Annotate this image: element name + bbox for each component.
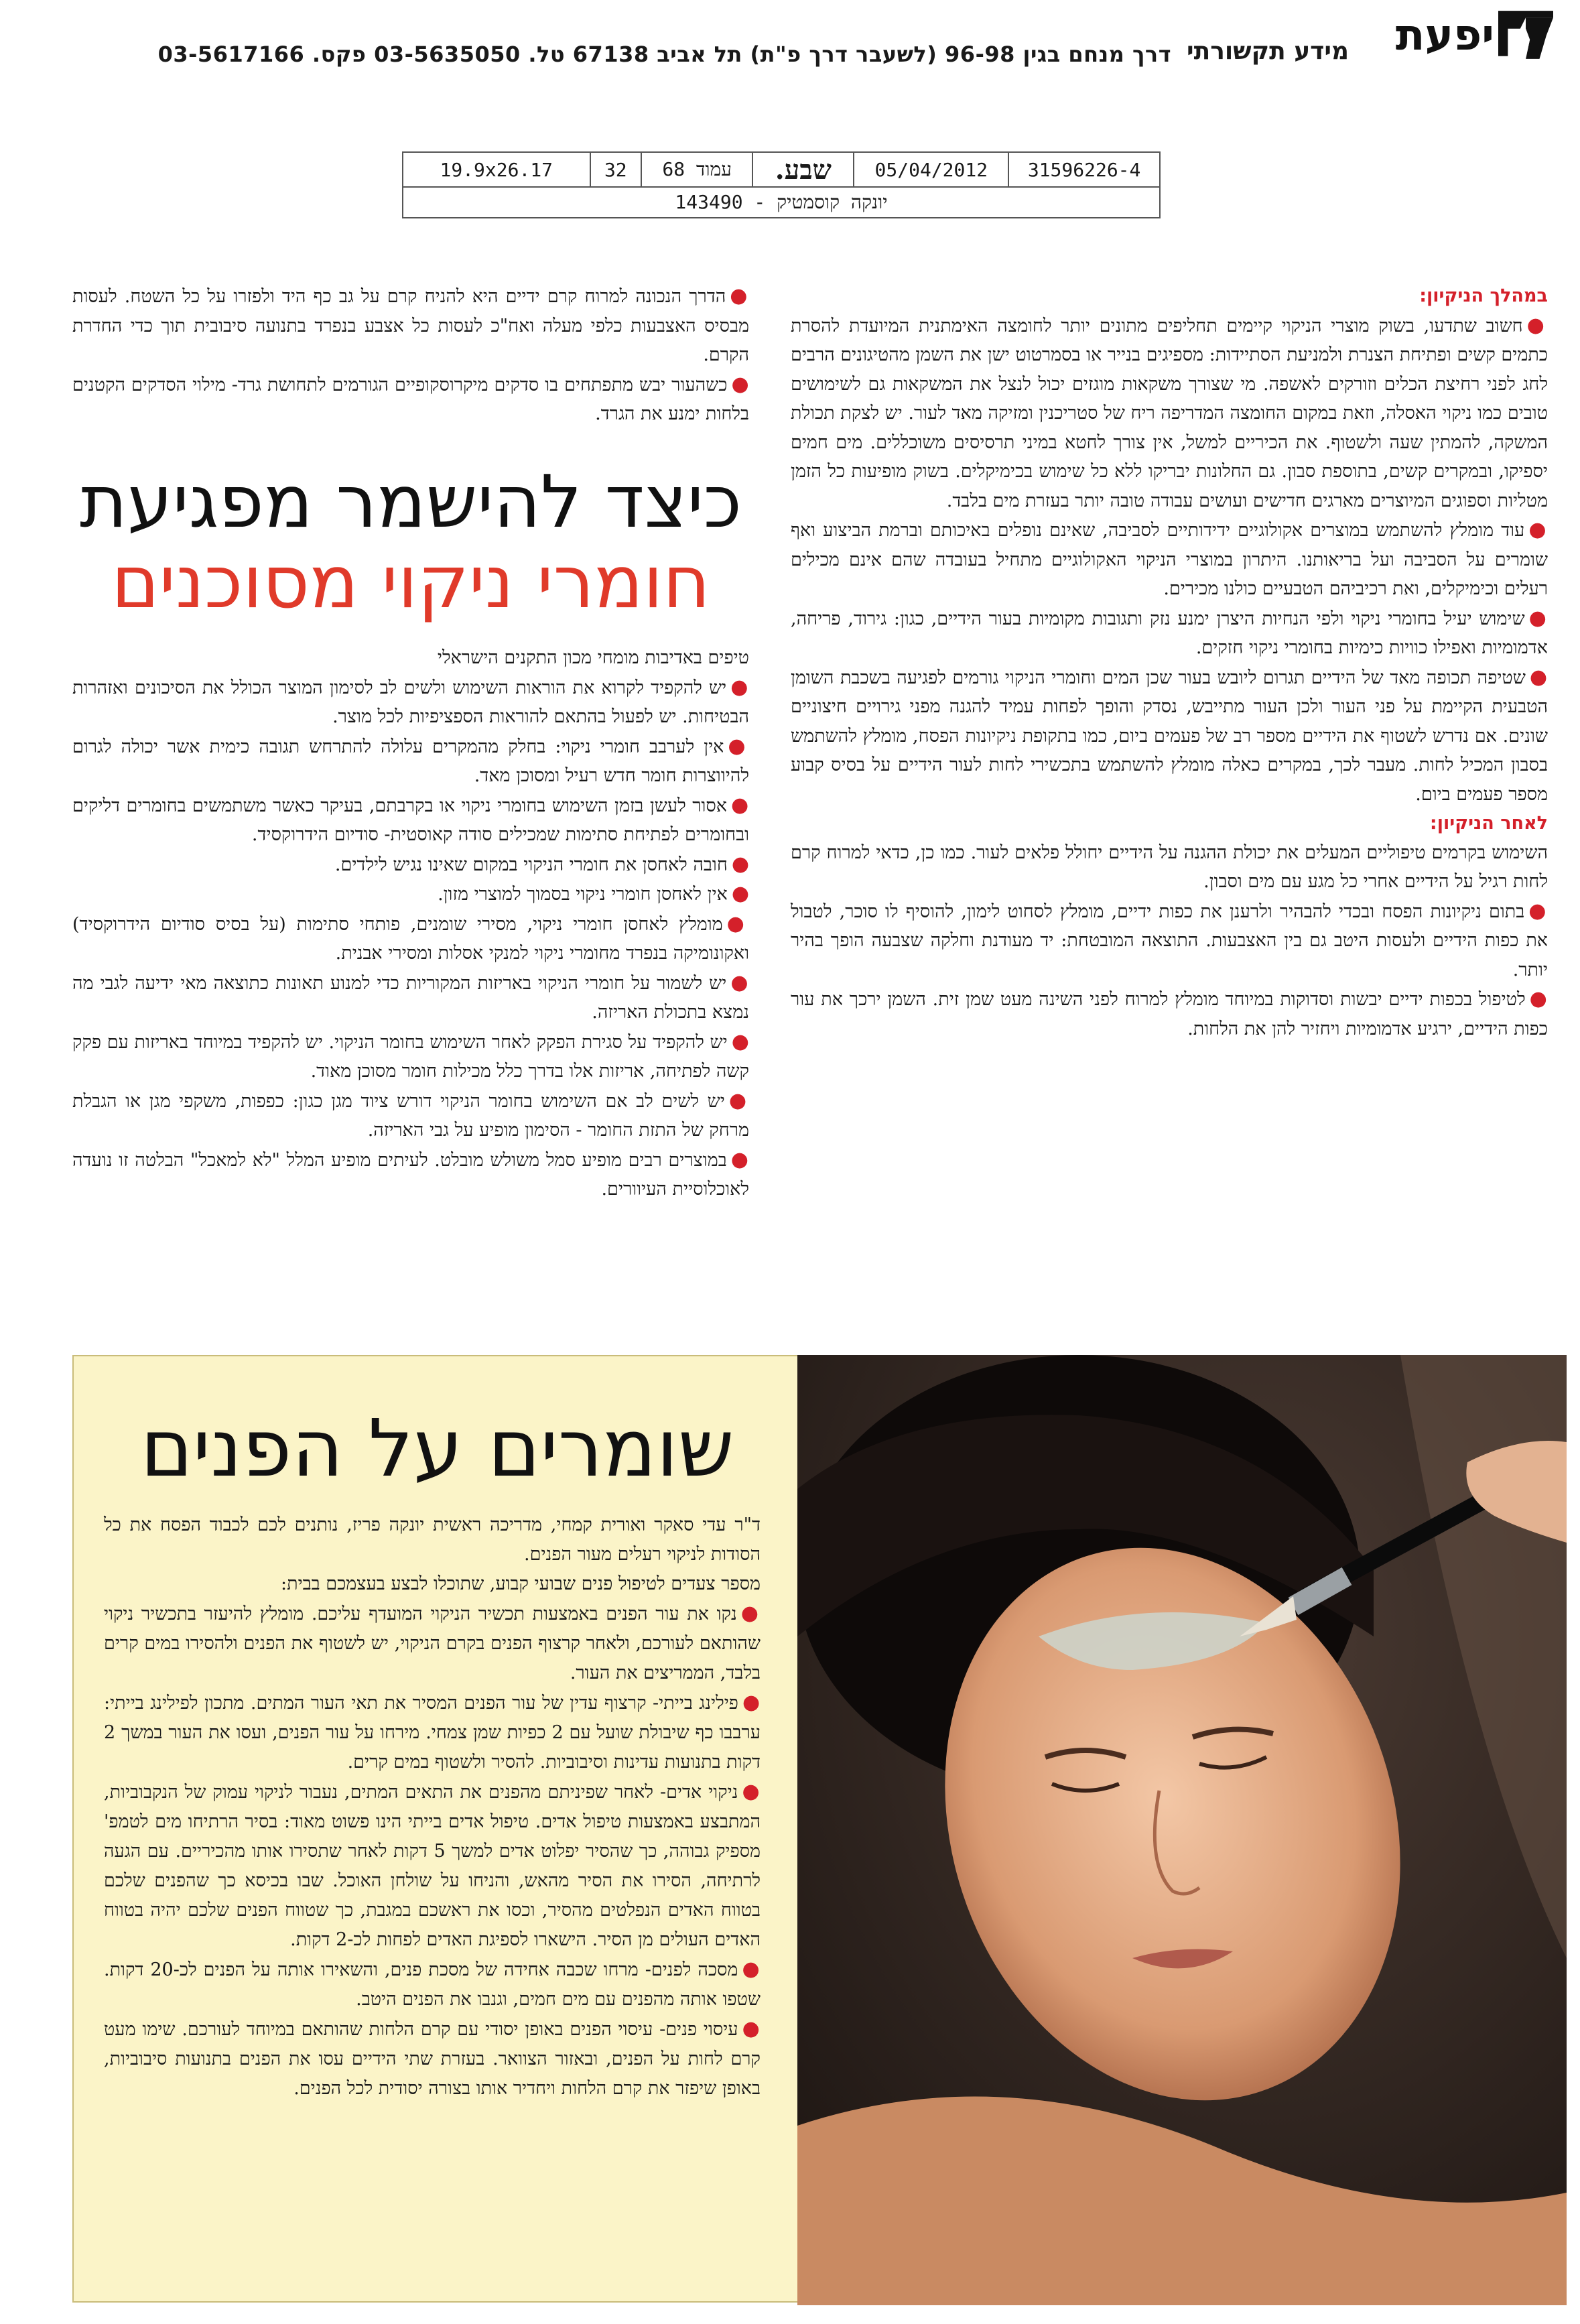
meta-size: 19.9x26.17 [440, 158, 553, 181]
paragraph: ●שימוש יעיל בחומרי ניקוי ולפי הנחיות היצרן ימנע נזק ותגובות מקומיות בעור הידיים, כגון: גירוד, פריחה, אדמומיות ואפילו כוויות כימיות בחומרי ניקוי חזקים. [791, 606, 1548, 658]
brand-tagline: מידע תקשורתי [1187, 38, 1349, 65]
brand-name: יפעת [1395, 11, 1494, 60]
bullet-dot-icon: ● [726, 911, 749, 935]
list-item: ●נקו את עור הפנים באמצעות תכשיר הניקוי המועדף עליכם. מומלץ להיעזר בתכשיר ניקוי שהותאם לעורכם, ולאחר קרצוף הפנים בקרם הניקוי, יש לשטוף את הפנים ולהסירו במים קרים בלבד, הממריצים את העור. [104, 1602, 761, 1683]
bullet-dot-icon: ● [730, 1147, 749, 1171]
list-item: ●חובה לאחסן את חומרי הניקוי במקום שאינו נגיש לילדים. [334, 852, 749, 876]
bullet-dot-icon: ● [730, 284, 749, 308]
list-item: ●אסור לעשן בזמן השימוש בחומרי ניקוי או בקרבתם, בעיקר כאשר משתמשים בחומרים דליקים ובחומרים לפתיחת סתימות שמכילים סודה קאוסטית- סודיום הידרוקסיד. [72, 793, 749, 845]
bullet-dot-icon: ● [742, 1780, 761, 1803]
face-care-sidebar-box [72, 1355, 802, 2303]
paragraph: ●כשהעור יבש מתפתחים בו סדקים מיקרוסקופיים הגורמים לתחושת גרד- מילוי הסדקים הקטנים בלחות ימנע את הגרד. [72, 372, 749, 424]
bullet-dot-icon: ● [1528, 899, 1548, 923]
list-item: ●פילינג בייתי- קרצוף עדין של עור הפנים המסיר את תאי העור המתים. מתכון לפילינג בייתי: ערבבו כף שיבולת שועל עם 2 כפיות שמן צמחי. מירחו על עור הפנים, ועסו את העור במשך 2 דקות בתנועות עדינות וסיבוביות. להסיר ולשטוף במים קרים. [104, 1691, 761, 1772]
bullet-dot-icon: ● [740, 1602, 761, 1625]
list-item: ●מומלץ לאחסן חומרי ניקוי, מסירי שומנים, פותחי סתימות (על בסיס סודיום הידרוקסיד) ואקונומיקה בנפרד מחומרי ניקוי למנקי אסלות ומסירי אבנית. [72, 911, 749, 964]
list-item: ●עיסוי פנים- עיסוי הפנים באופן יסודי עם קרם הלחות שהותאם במיוחד לעורכם. שימו מעט קרם לחות על הפנים, ובאזור הצוואר. בעזרת שתי הידיים עסו את הפנים בתנועות סיבוביות, באופן שיפזר את קרם הלחות ויחדיר אותו בצורה יסודית לכל הפנים. [104, 2017, 761, 2099]
paragraph: ●שטיפה תכופה מאד של הידיים תגרום ליובש בעור שכן המים וחומרי הניקוי גורמים לפגיעה בשכבת השומן הטבעית הקיימת על פני העור ולכן העור מתייבש, נסדק והופך לפחות עמיד להגנה מפני גירויים חיצוניים שונים. אם נדרש לשטוף את הידיים מספר רב של פעמים ביום, כמו בתקופת ניקיונות הפסח, מומלץ להשתמש בסבון המכיל לחות. מעבר לכך, במקרים כאלה מומלץ להשתמש בתכשירי לחות לעור הידיים על בסיס קבוע מספר פעמים ביום. [791, 665, 1548, 805]
article-headline [72, 462, 749, 623]
meta-publication: שבע. [752, 153, 853, 186]
headline-line1: כיצד להישמר מפגיעת [80, 460, 742, 544]
bullet-dot-icon: ● [1528, 518, 1548, 541]
yifat-logo [1352, 5, 1553, 66]
meta-date: 05/04/2012 [853, 153, 1008, 186]
list-item: ●במוצרים רבים מופיע סמל משולש מובלט. לעיתים מופיע המלל "לא למאכל" הבלטה זו נועדה לאוכלוסיית העיוורים. [72, 1147, 749, 1200]
bullet-dot-icon: ● [728, 1088, 749, 1112]
meta-count: 32 [590, 153, 641, 186]
tips-intro: טיפים באדיבות מומחי מכון התקנים הישראלי [437, 647, 749, 668]
meta-id: 31596226-4 [1008, 153, 1159, 186]
box-title: שומרים על הפנים [140, 1402, 734, 1494]
box-body [74, 1510, 801, 2104]
bullet-dot-icon: ● [742, 2017, 761, 2041]
list-item: ●מסכה לפנים- מרחו שכבה אחידה של מסכת פנים, והשאירו אותה על הפנים לכ-20 דקות. שטפו אותה מהפנים עם מים חמים, וגנבו את הפנים היטב. [104, 1957, 761, 2010]
facial-mask-illustration [797, 1355, 1567, 2305]
list-item: ●אין לערבב חומרי ניקוי: בחלק מהמקרים עלולה להתרחש תגובה כימית אשר יכולה לגרום להיווצרות חומר חדש רעיל ומסוכן מאד. [72, 734, 749, 786]
paragraph: ●לטיפול בכפות ידיים יבשות וסדוקות במיוחד מומלץ למרוח לפני השינה מעט שמן זית. השמן ירכך את עור כפות הידיים, ירגיע אדמומיות ויחזיר להן את הלחות. [791, 987, 1549, 1039]
bullet-dot-icon: ● [731, 1029, 749, 1053]
meta-page: עמוד 68 [641, 153, 752, 186]
paragraph: ●עוד מומלץ להשתמש במוצרים אקולוגיים ידידותיים לסביבה, שאינם נופלים באיכותם וברמת הביצוע ואף שומרים על הסביבה ועל בריאותנו. היתרון במוצרי הניקוי האקולוגיים מתחיל בעובדה שהם אינם מכילים רעלים וכימיקלים, ואת רכיביהם הטבעיים כולנו מכירים. [791, 518, 1548, 599]
bullet-dot-icon: ● [730, 793, 749, 817]
list-item: ●אין לאחסן חומרי ניקוי בסמוך למוצרי מזון. [438, 882, 749, 905]
right-column [791, 281, 1548, 1043]
facial-mask-photo [797, 1355, 1567, 2305]
bullet-dot-icon: ● [1526, 313, 1548, 337]
section-heading-after: לאחר הניקיון: [1429, 813, 1548, 834]
contact-address: דרך מנחם בגין 96-98 (לשעבר דרך פ"ת) תל אביב 67138 טל. 03-5635050 פקס. 03-5617166 [157, 42, 1171, 67]
bullet-dot-icon: ● [1529, 665, 1548, 689]
list-item: ●יש להקפיד לקרוא את הוראות השימוש ולשים לב לסימון המוצר הכולל את הסיכונים ואזהרות הבטיחות. יש לפעול בהתאם להוראות הספציפיות לכל מוצר. [72, 675, 749, 727]
bullet-dot-icon: ● [730, 675, 749, 699]
box-steps-intro: מספר צעדים לטיפול פנים שבועי קבוע, שתוכלו לבצע בעצמכם בבית: [281, 1573, 761, 1594]
bullet-dot-icon: ● [742, 1691, 761, 1714]
paragraph: ●חשוב שתדעו, בשוק מוצרי הניקוי קיימים תחליפים מתונים יותר לחומצה האימתנית המיועדת להסרת כתמים קשים ופתיחת הצנרת ולמניעת הסתיידות: מספיגים בנייר או בסמרטוט ישן את השמן מהטיגונים הרבים לחג לפני רחיצת הכלים וזורקים לאשפה. מי שצורך משקאות מוגזים יכול לנצל את המשקאות גם לשימושים טובים כמו ניקוי האסלה, וזאת במקום החומצה המדריפה ריח של סטריכנין ומזיקה מאד לעור. יש לצקת תכולת המשקה, להמתין שעה ולשטוף. את הכיריים למשל, אין צורך לחטא במיני תרסיסים משוכללים. מים חמים יספיקו, ובמקרים קשים, בתוספת סבון. גם החלונות יבריקו ללא כל שימוש בכימיקלים. בשוק מופיעות כל הזמן מטליות וספוגים המיוצרים מארגים חדישים ועושים עבודה טובה יותר בעזרת מים בלבד. [791, 313, 1548, 511]
headline-line2: חומרי ניקוי מסוכנים [111, 541, 710, 625]
bullet-dot-icon: ● [742, 1957, 761, 1981]
list-item: ●ניקוי אדים- לאחר שפיניתם מהפנים את התאים המתים, נעבור לניקוי עמוק של הנקבוביות, המתבצע באמצעות טיפול אדים. טיפול אדים בייתי הינו פשוט מאוד: בסיר הרתיחו מים לטמפ' מספיק גבוהה, כך שהסיר יפלוט אדים למשך 5 דקות לאחר שתסירו אותו מהכיריים. עם הגעה לרתיחה, הסירו את הסיר מהאש, והניחו על שולחן האוכל. שבו בכיסא כך שהפנים שלכם בטווח האדים הנפלטים מהסיר, וכסו את ראשכם במגבת, כך שטווח הפנים שלכם יהיה בטווח האדים העולים מן הסיר. הישארו לספיגת האדים לפחות לכ-2 דקות. [104, 1780, 761, 1950]
yifat-logo-icon [1498, 8, 1553, 63]
list-item: ●יש להקפיד על סגירת הפקק לאחר השימוש בחומר הניקוי. יש להקפיד במיוחד באריזות עם פקק קשה לפתיחה, אריזות אלו בדרך כלל מכילות חומר מסוכן מאוד. [72, 1029, 749, 1082]
box-intro: ד"ר עדי סאקר ואורית קמחי, מדריכה ראשית יונקה פריז, נותנים לכם לכבוד הפסח את כל הסודות לניקוי רעלים מעור הפנים. [104, 1514, 761, 1565]
paragraph: ●בתום ניקיונות הפסח ובכדי להבהיר ולרענן את כפות ידיים, מומלץ לסחוט לימון, להוסיף לו סוכר, לטבול את כפות הידיים ולעסות היטב גם בין האצבעות. התוצאה המובטחת: יד מעודנת וחלקה שצבעה הופך בהיר יותר. [791, 899, 1548, 980]
bullet-dot-icon: ● [730, 970, 749, 994]
bullet-dot-icon: ● [731, 852, 749, 876]
clipping-meta-table [402, 151, 1161, 218]
bullet-dot-icon: ● [1528, 606, 1548, 630]
list-item: ●יש לשמור על חומרי הניקוי באריזות המקוריות כדי למנוע תאונות כתוצאה מאי ידיעה לגבי מה נמצא בתכולת האריזה. [72, 970, 749, 1023]
section-heading-during: במהלך הניקיון: [1419, 285, 1548, 306]
list-item: ●יש לשים לב אם השימוש בחומר הניקוי דורש ציוד מגן כגון: כפפות, משקפי מגן או הגבלת מרחק של התזת החומר - הסימון מופיע על גבי האריזה. [72, 1088, 749, 1141]
tips-list [72, 643, 749, 1204]
meta-client: יונקה קוסמטיק - 143490 [675, 191, 888, 213]
bullet-dot-icon: ● [731, 882, 749, 905]
bullet-dot-icon: ● [731, 372, 749, 396]
paragraph: השימוש בקרמים טיפוליים המעלים את יכולת ההגנה על הידיים יחולל פלאים לעור. כמו כן, כדאי למרוח קרם לחות רגיל על הידיים אחרי כל מגע עם מים וסבון. [791, 842, 1548, 892]
paragraph: ●הדרך הנכונה למרוח קרם ידיים היא להניח קרם על גב כף היד ולפזרו על כל השטח. לעסות מבסיס האצבעות כלפי מעלה ואח"כ לעסות כל אצבע בנפרד בתנועה סיבובית תוך כדי החדרת הקרם. [72, 284, 749, 365]
left-column-top [72, 281, 749, 429]
bullet-dot-icon: ● [1529, 987, 1549, 1011]
bullet-dot-icon: ● [728, 734, 749, 758]
